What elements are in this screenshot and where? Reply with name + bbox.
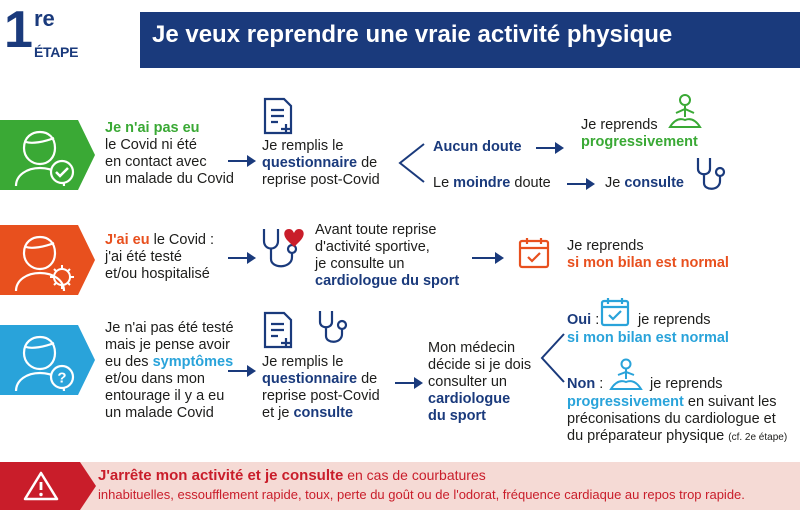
page-title: Je veux reprendre une vraie activité physique (152, 21, 673, 48)
row2-intro: J'ai eu le Covid : j'ai été testé et/ou hospitalisé (105, 232, 215, 282)
row3-middle-text: Mon médecin décide si je dois consulter un cardiologue du sport (428, 340, 532, 424)
row1-branch-doubt: Le moindre doute (433, 175, 551, 191)
row2-arrow-result (472, 257, 502, 259)
row3-form-text: Je remplis le questionnaire de reprise post-Covid et je consulte (262, 354, 380, 421)
footer-chevron (80, 462, 96, 510)
header-chevron (120, 12, 140, 68)
row1-badge (0, 120, 95, 190)
row1-branch-no-doubt: Aucun doute (433, 139, 522, 155)
row2-result: Je reprends si mon bilan est normal (567, 238, 729, 271)
step-superscript: re (34, 6, 55, 31)
form-icon (262, 96, 296, 136)
row1-arrow-no-doubt (536, 147, 562, 149)
row3-badge (0, 325, 95, 395)
step-number: 1 (4, 1, 33, 59)
calendar-check-icon (518, 236, 550, 270)
row1-branch-arrows (396, 140, 426, 186)
check-icon (51, 161, 73, 183)
row1-result-resume: Je reprends progressivement (581, 117, 698, 150)
row3-non: Non : (567, 376, 604, 392)
stethoscope-icon (692, 155, 728, 195)
row1-intro: Je n'ai pas eu le Covid ni été en contact avec un malade du Covid (105, 120, 234, 187)
row3-non-details: progressivement en suivant les préconisations du cardiologue et du préparateur physique (cf. 2e étape) (567, 394, 788, 444)
row3-branch-arrows (538, 330, 566, 386)
yoga-icon (665, 93, 705, 133)
warning-icon (22, 470, 60, 502)
heart-stethoscope-icon (260, 225, 308, 275)
footer-text-line1: J'arrête mon activité et je consulte en cas de courbatures (98, 467, 486, 484)
row2-badge (0, 225, 95, 295)
svg-text:?: ? (57, 369, 67, 387)
stethoscope-icon (314, 308, 350, 348)
row1-arrow (228, 160, 254, 162)
row3-oui-bold: si mon bilan est normal (567, 330, 729, 346)
row3-intro: Je n'ai pas été testé mais je pense avoir eu des symptômes et/ou dans mon entourage il y a eu un malade Covid (105, 320, 234, 421)
row3-non-text: je reprends (650, 376, 723, 392)
calendar-check-icon (600, 296, 630, 328)
row3-arrow-doctor (395, 382, 421, 384)
row3-arrow (228, 370, 254, 372)
form-icon (262, 310, 296, 350)
row2-arrow (228, 257, 254, 259)
row3-oui: Oui : (567, 312, 600, 328)
row3-oui-text: je reprends (638, 312, 711, 328)
row1-result-consult: Je consulte (605, 175, 684, 191)
row1-arrow-doubt (567, 183, 593, 185)
yoga-icon (607, 358, 645, 394)
row2-middle-text: Avant toute reprise d'activité sportive, je consulte un cardiologue du sport (315, 222, 460, 289)
step-word: ÉTAPE (34, 44, 79, 60)
row1-form-text: Je remplis le questionnaire de reprise post-Covid (262, 138, 380, 188)
footer-text-line2: inhabituelles, essoufflement rapide, toux, perte du goût ou de l'odorat, fréquence cardiaque au repos trop rapide. (98, 487, 745, 502)
